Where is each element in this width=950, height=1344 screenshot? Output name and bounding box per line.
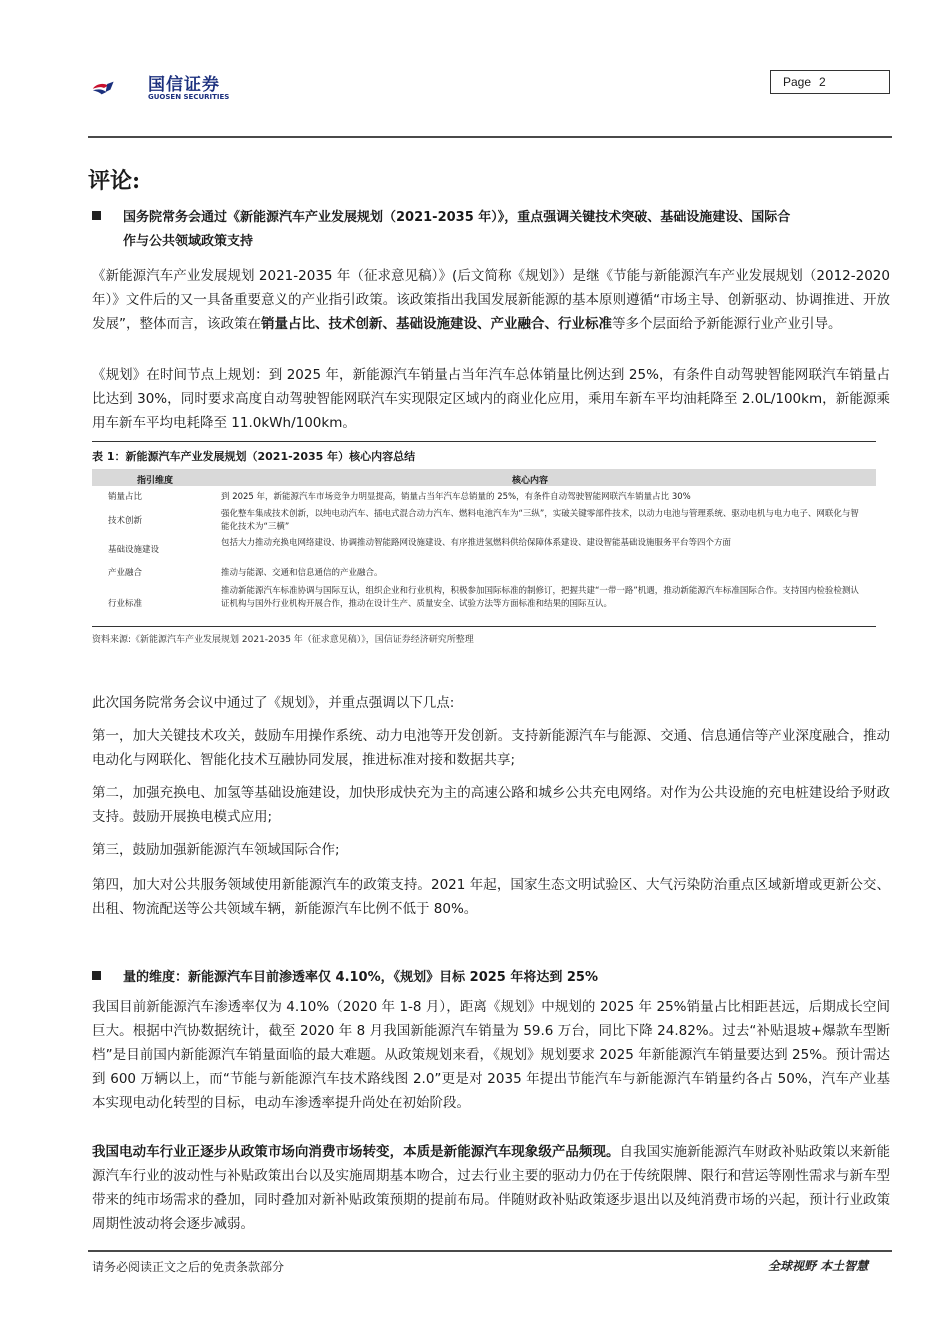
table-cell-dimension: 产业融合 xyxy=(108,568,143,578)
bullet-heading-1-line1: 国务院常务会通过《新能源汽车产业发展规划（2021-2035 年）》，重点强调关键技术突破、基础设施建设、国际合 xyxy=(123,210,791,225)
paragraph-4: 第一，加大关键技术攻关，鼓励车用操作系统、动力电池等开发创新。支持新能源汽车与能源、交通、信息通信等产业深度融合，推动电动化与网联化、智能化技术互融协同发展，推进标准对接和数据共享; xyxy=(92,728,890,768)
table-cell-content: 到 2025 年，新能源汽车市场竞争力明显提高，销量占当年汽车总销量的 25%，有条件自动驾驶智能网联汽车销量占比 30% xyxy=(221,492,691,502)
paragraph-3: 此次国务院常务会议中通过了《规划》，并重点强调以下几点: xyxy=(92,695,455,711)
paragraph-9-text: 自我国实施新能源汽车财政补贴政策以来新能源汽车行业的波动性与补贴政策出台以及实施周期基本吻合，过去行业主要的驱动力仍在于传统限牌、限行和营运等刚性需求与新车型带来的纯市场需求的叠加，同时叠加对新补贴政策预期的提前布局。伴随财政补贴政策逐步退出以及纯消费市场的兴起，预计行业政策周期性波动将会逐步减弱。 xyxy=(92,1144,891,1232)
footer-disclaimer: 请务必阅读正文之后的免责条款部分 xyxy=(92,1260,285,1274)
bullet-heading-2-text: 量的维度：新能源汽车目前渗透率仅 4.10%，《规划》目标 2025 年将达到 25% xyxy=(123,970,599,985)
paragraph-9-bold: 我国电动车行业正逐步从政策市场向消费市场转变，本质是新能源汽车现象级产品频现。 xyxy=(92,1144,620,1160)
table-bottom-rule xyxy=(92,626,876,627)
square-bullet-icon xyxy=(92,211,101,220)
table-cell-dimension: 行业标准 xyxy=(108,599,143,609)
table-header-dimension: 指引维度 xyxy=(137,476,174,486)
section-title: 评论: xyxy=(88,168,141,194)
paragraph-7: 第四，加大对公共服务领域使用新能源汽车的政策支持。2021 年起，国家生态文明试验区、大气污染防治重点区域新增或更新公交、出租、物流配送等公共领域车辆，新能源汽车比例不低于 80%。 xyxy=(92,877,890,917)
footer-divider xyxy=(88,1250,892,1252)
paragraph-1-text-a: 《新能源汽车产业发展规划 2021-2035 年（征求意见稿）》(后文简称《规划》）是继《节能与新能源汽车产业发展规划（2012-2020 年）》文件后的又一具备重要意义的产业指引政策。该政策指出我国发展新能源的基本原则遵循“市场主导、创新驱动、协调推进、开放发展”，整体而言，该政策在 xyxy=(92,268,890,332)
paragraph-5: 第二，加强充换电、加氢等基础设施建设，加快形成快充为主的高速公路和城乡公共充电网络。对作为公共设施的充电桩建设给予财政支持。鼓励开展换电模式应用; xyxy=(92,785,890,825)
table-cell-content: 推动与能源、交通和信息通信的产业融合。 xyxy=(221,568,383,578)
square-bullet-icon xyxy=(92,971,101,980)
footer-slogan: 全球视野 本土智慧 xyxy=(768,1259,869,1273)
paragraph-1 xyxy=(92,264,890,336)
table-header-content: 核心内容 xyxy=(512,476,549,486)
bullet-heading-1 xyxy=(92,206,892,254)
page-number: 2 xyxy=(819,75,826,89)
bullet-heading-2 xyxy=(92,966,892,990)
bullet-heading-1-line2: 作与公共领域政策支持 xyxy=(123,234,254,249)
table-top-rule xyxy=(92,441,876,442)
paragraph-2: 《规划》在时间节点上规划：到 2025 年，新能源汽车销量占当年汽车总体销量比例达到 25%，有条件自动驾驶智能网联汽车销量占比达到 30%，同时要求高度自动驾驶智能网联汽车实现限定区域内的商业化应用，乘用车新车平均油耗降至 2.0L/100km，新能源乘用车新车平均电耗降至 11.0kWh/100km。 xyxy=(92,367,890,431)
page-indicator xyxy=(770,70,890,94)
paragraph-1-bold: 销量占比、技术创新、基础设施建设、产业融合、行业标准 xyxy=(261,316,612,332)
paragraph-8: 我国目前新能源汽车渗透率仅为 4.10%（2020 年 1-8 月），距离《规划》中规划的 2025 年 25%销量占比相距甚远，后期成长空间巨大。根据中汽协数据统计，截至 2020 年 8 月我国新能源汽车销量为 59.6 万台，同比下降 24.82%。过去“补贴退坡+爆款车型断档”是目前国内新能源汽车销量面临的最大难题。从政策规划来看，《规划》规划要求 2025 年新能源汽车销量要达到 25%。预计需达到 600 万辆以上，而“节能与新能源汽车技术路线图 2.0”更是对 2035 年提出节能汽车与新能源汽车销量约各占 50%，汽车产业基本实现电动化转型的目标，电动车渗透率提升尚处在初始阶段。 xyxy=(92,999,890,1111)
paragraph-1-text-b: 等多个层面给予新能源行业产业引导。 xyxy=(612,316,842,332)
paragraph-6: 第三，鼓励加强新能源汽车领域国际合作; xyxy=(92,842,340,858)
table-cell-dimension: 技术创新 xyxy=(108,516,143,526)
page-label: Page xyxy=(783,75,812,89)
table-cell-content: 强化整车集成技术创新，以纯电动汽车、插电式混合动力汽车、燃料电池汽车为“三纵”，实破关键零部件技术，以动力电池与管理系统、驱动电机与电力电子、网联化与智能化技术为“三横” xyxy=(221,509,859,532)
guosen-logo-icon xyxy=(92,68,148,108)
logo-text-cn: 国信证券 xyxy=(148,75,220,95)
table-cell-dimension: 基础设施建设 xyxy=(108,545,160,555)
table-header xyxy=(92,469,876,486)
header-divider xyxy=(88,136,892,138)
table-cell-content: 推动新能源汽车标准协调与国际互认，组织企业和行业机构，积极参加国际标准的制修订，把握共建“一带一路”机遇，推动新能源汽车标准国际合作。支持国内检验检测认证机构与国外行业机构开展合作，推动在设计生产、质量安全、试验方法等方面标准和结果的国际互认。 xyxy=(221,586,859,609)
table-cell-dimension: 销量占比 xyxy=(108,492,143,502)
table-title: 表 1：新能源汽车产业发展规划（2021-2035 年）核心内容总结 xyxy=(92,450,416,463)
logo-text-en: GUOSEN SECURITIES xyxy=(148,93,230,101)
paragraph-9 xyxy=(92,1140,890,1236)
table-source: 资料来源:《新能源汽车产业发展规划 2021-2035 年（征求意见稿）》，国信证券经济研究所整理 xyxy=(92,635,474,645)
table-cell-content: 包括大力推动充换电网络建设、协调推动智能路网设施建设、有序推进氢燃料供给保障体系建设、建设智能基础设施服务平台等四个方面 xyxy=(221,538,732,548)
